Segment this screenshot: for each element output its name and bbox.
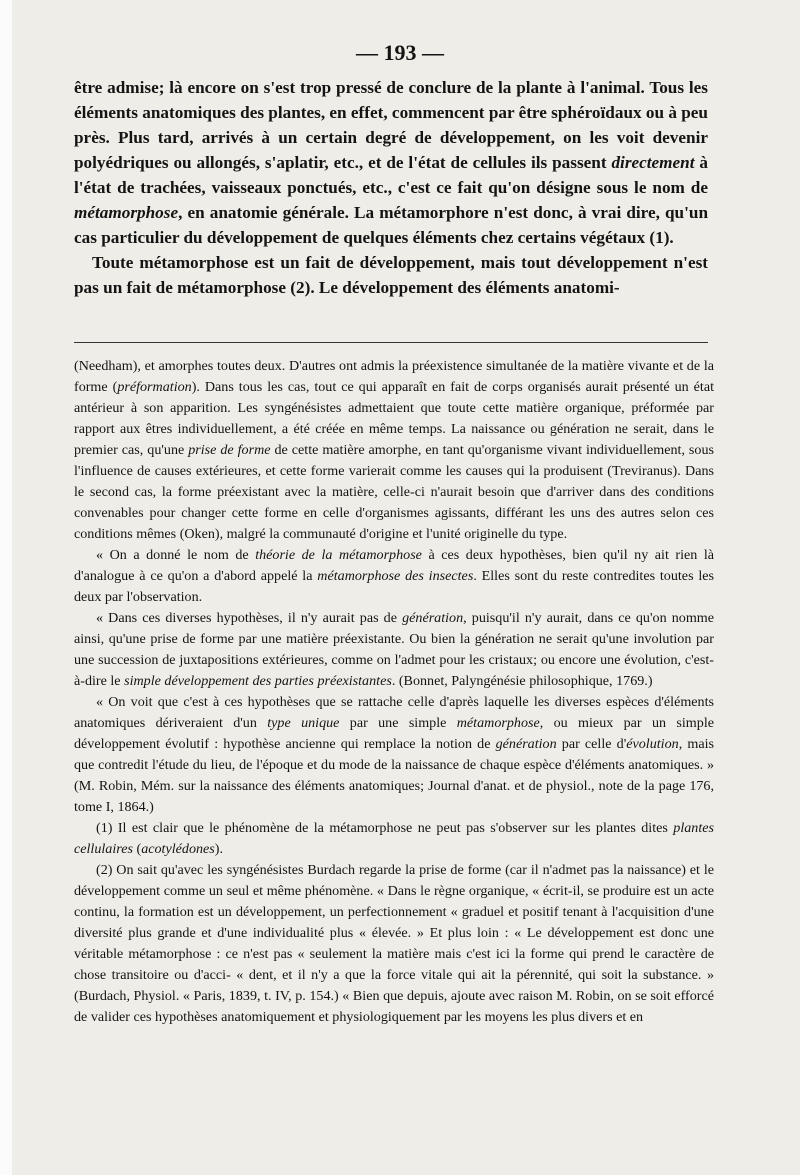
page-margin <box>0 0 12 1175</box>
footnote-paragraph: « On voit que c'est à ces hypothèses que se rattache celle d'après laquelle les diverses espèces d'éléments anatomiques dériveraient d'un type unique par une simple métamorphose, ou mieux par un simple développement évolutif : hypothèse ancienne qui remplace la notion de génération par celle d'évolution, mais que contredit l'étude du lieu, de l'époque et du mode de la naissance de chaque espèce d'éléments anatomiques. » (M. Robin, Mém. sur la naissance des éléments anatomiques; Journal d'anat. et de physiol., note de la page 176, tome I, 1864.) <box>74 694 714 815</box>
page-number: — 193 — <box>356 40 444 65</box>
footnote-1: (1) Il est clair que le phénomène de la métamorphose ne peut pas s'observer sur les plantes dites plantes cellulaires (acotylédones). <box>74 820 714 857</box>
main-paragraph: Toute métamorphose est un fait de développement, mais tout développement n'est pas un fait de métamorphose (2). Le développement des éléments anatomi- <box>74 253 708 297</box>
footnote-separator <box>74 342 708 343</box>
footnote-paragraph: « On a donné le nom de théorie de la métamorphose à ces deux hypothèses, bien qu'il ny ait rien là d'analogue à ce qu'on a d'abord appelé la métamorphose des insectes. Elles sont du reste contredites toutes les deux par l'observation. <box>74 547 715 605</box>
main-paragraph: être admise; là encore on s'est trop pressé de conclure de la plante à l'animal. Tous les éléments anatomiques des plantes, en effet, commencent par être sphéroïdaux ou à peu près. Plus tard, arrivés à un certain degré de développement, on les voit devenir polyédriques ou allongés, s'aplatir, etc., et de l'état de cellules ils passent directement à l'état de trachées, vaisseaux ponctués, etc., c'est ce fait qu'on désigne sous le nom de métamorphose, en anatomie générale. La métamorphore n'est donc, à vrai dire, qu'un cas particulier du développement de quelques éléments chez certains végétaux (1). <box>74 78 709 247</box>
footnote-2: (2) On sait qu'avec les syngénésistes Burdach regarde la prise de forme (car il n'admet pas la naissance) et le développement comme un seul et même phénomène. « Dans le règne organique, « écrit-il, se produire est un acte continu, la formation est un développement, un perfectionnement « graduel et positif tenant à l'acquisition d'une diversité plus grande et d'une individualité plus « élevée. » Et plus loin : « Le développement est donc une véritable métamorphose : ce n'est pas « seulement la matière mais c'est ici la forme qui prend le caractère de chose transitoire ou d'acci- « dent, et il n'y a que la force vitale qui ait la pérennité, qui soit la substance. » (Burdach, Physiol. « Paris, 1839, t. IV, p. 154.) « Bien que depuis, ajoute avec raison M. Robin, on se soit efforcé de valider ces hypothèses anatomiquement et physiologiquement par les moyens les plus divers et en <box>74 862 714 1025</box>
footnotes <box>74 356 714 1028</box>
footnote-paragraph: « Dans ces diverses hypothèses, il n'y aurait pas de génération, puisqu'il n'y aurait, dans ce qu'on nomme ainsi, qu'une prise de forme par une matière préexistante. Ou bien la génération ne serait qu'une involution par une succession de juxtapositions extérieures, comme on l'admet pour les cristaux; ou encore une évolution, c'est-à-dire le simple développement des parties préexistantes. (Bonnet, Palyngénésie philosophique, 1769.) <box>74 610 714 689</box>
main-text <box>74 75 708 300</box>
footnote-continuation: (Needham), et amorphes toutes deux. D'autres ont admis la préexistence simultanée de la matière vivante et de la forme (préformation). Dans tous les cas, tout ce qui apparaît en fait de corps organisés aurait présenté un état antérieur à son apparition. Les syngénésistes admettaient que toute cette matière organique, préformée par rapport aux êtres individuellement, a été créée en même temps. La naissance ou génération ne serait, dans le premier cas, qu'une prise de forme de cette matière amorphe, en tant qu'organisme vivant individuellement, sous l'influence de causes extérieures, et cette forme varierait comme les causes qui la produisent (Treviranus). Dans le second cas, la forme préexistant avec la matière, celle-ci n'aurait besoin que d'arriver dans des conditions convenables pour changer cette forme en celle d'organismes agissants, différant les uns des autres selon ces conditions mêmes (Oken), malgré la communauté d'origine et l'unité originelle du type. <box>74 358 714 542</box>
